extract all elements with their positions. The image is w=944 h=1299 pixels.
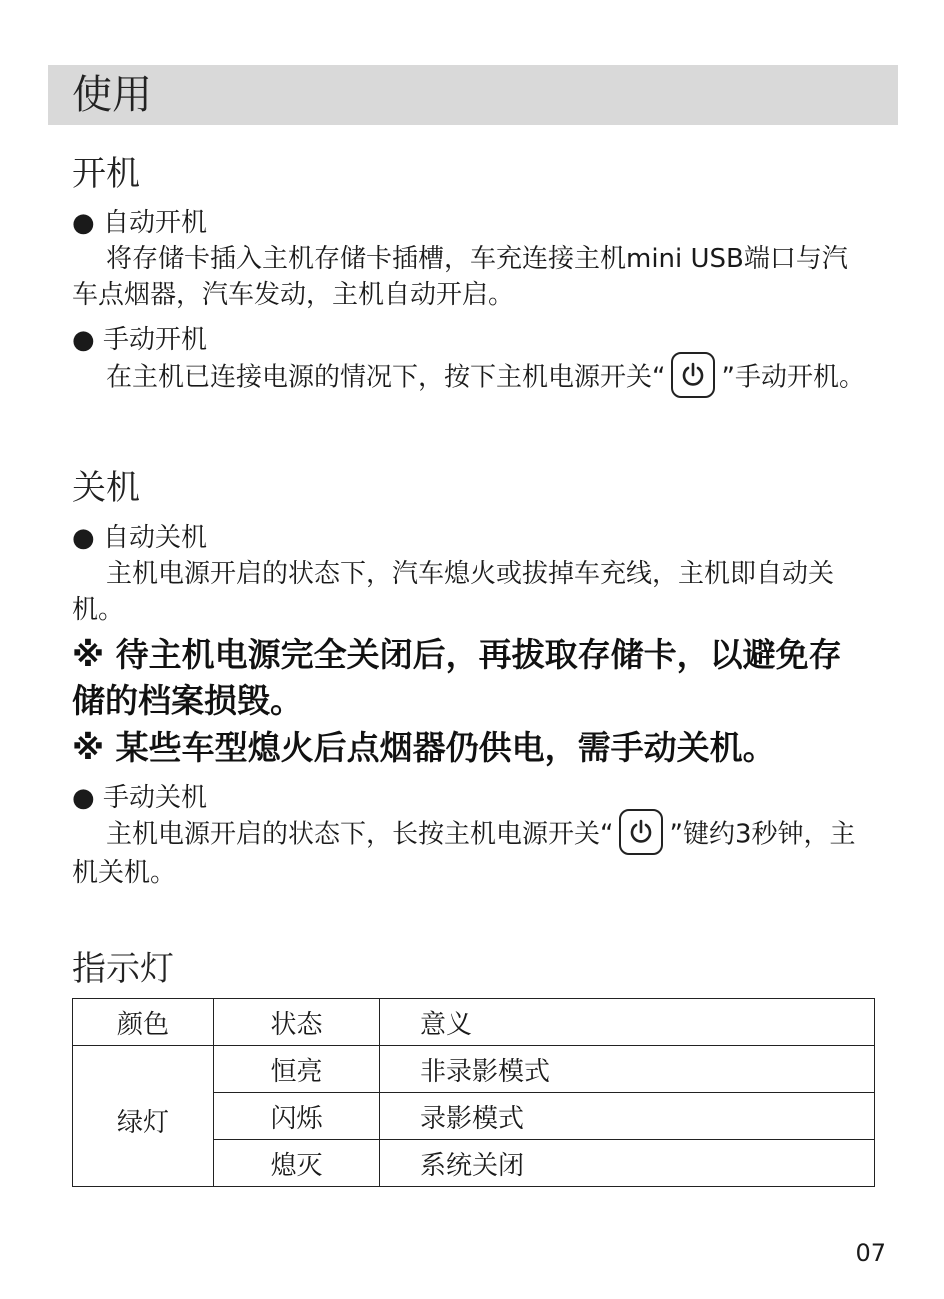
- indicator-table: [72, 998, 875, 1187]
- power-icon: [628, 819, 654, 845]
- header-meaning: 意义: [380, 999, 875, 1046]
- power-icon: [680, 362, 706, 388]
- manual-off-label: ● 手动关机: [72, 783, 207, 813]
- header-state: 状态: [214, 999, 380, 1046]
- table-header-row: [73, 999, 875, 1046]
- page-title: 使用: [72, 72, 152, 118]
- meaning-cell: 系统关闭: [380, 1140, 875, 1187]
- header-bar: [48, 65, 898, 125]
- warning-2: ※ 某些车型熄火后点烟器仍供电，需手动关机。: [72, 728, 776, 767]
- auto-off-label: ● 自动关机: [72, 523, 207, 553]
- manual-on-text-before: 在主机已连接电源的情况下，按下主机电源开关“: [106, 362, 666, 393]
- manual-off-text-after: ”键约3秒钟，主机关机。: [72, 819, 856, 888]
- power-key: [619, 809, 663, 855]
- auto-on-label: ● 自动开机: [72, 208, 207, 238]
- manual-off-text-before: 主机电源开启的状态下，长按主机电源开关“: [106, 819, 614, 850]
- color-cell: 绿灯: [73, 1046, 214, 1187]
- meaning-cell: 录影模式: [380, 1093, 875, 1140]
- table-row: [73, 1046, 875, 1093]
- manual-off-text: [72, 815, 872, 891]
- state-cell: 熄灭: [214, 1140, 380, 1187]
- power-on-title: 开机: [72, 154, 140, 194]
- manual-on-text-after: ”手动开机。: [721, 362, 865, 393]
- manual-on-label: ● 手动开机: [72, 325, 207, 355]
- power-off-title: 关机: [72, 468, 140, 508]
- auto-off-text: 主机电源开启的状态下，汽车熄火或拔掉车充线，主机即自动关机。: [72, 559, 835, 625]
- indicator-title: 指示灯: [72, 949, 174, 989]
- state-cell: 闪烁: [214, 1093, 380, 1140]
- meaning-cell: 非录影模式: [380, 1046, 875, 1093]
- power-key: [671, 352, 715, 398]
- page-number: 07: [855, 1239, 886, 1267]
- state-cell: 恒亮: [214, 1046, 380, 1093]
- header-color: 颜色: [73, 999, 214, 1046]
- auto-on-text: 将存储卡插入主机存储卡插槽，车充连接主机mini USB端口与汽车点烟器，汽车发动，主机自动开启。: [72, 244, 848, 310]
- warning-1: ※ 待主机电源完全关闭后，再拔取存储卡，以避免存储的档案损毁。: [72, 635, 842, 720]
- manual-on-text: [72, 358, 872, 398]
